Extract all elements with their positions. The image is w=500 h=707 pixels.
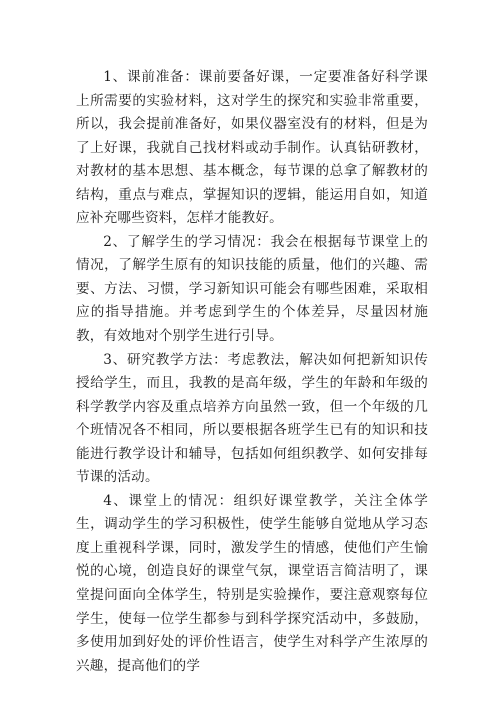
paragraph-classroom-situation: 4、课堂上的情况：组织好课堂教学，关注全体学生，调动学生的学习积极性，使学生能够自觉地从学习态度上重视科学课，同时，激发学生的情感，使他们产生愉悦的心境，创造良好的课堂气氛，课堂语言简洁明了，课堂提问面向全体学生，特别是实验操作，要注意观察每位学生，使每一位学生都参与到科学探究活动中，多鼓励，多使用加到好处的评价性语言，使学生对科学产生浓厚的兴趣，提高他们的学 (76, 492, 428, 674)
paragraph-student-learning: 2、了解学生的学习情况：我会在根据每节课堂上的情况，了解学生原有的知识技能的质量，他们的兴趣、需要、方法、习惯，学习新知识可能会有哪些困难，采取相应的指导措施。并考虑到学生的个体差异，尽量因材施教，有效地对个别学生进行引导。 (76, 233, 428, 345)
paragraph-teaching-methods: 3、研究教学方法：考虑教法，解决如何把新知识传授给学生，而且，我教的是高年级，学生的年龄和年级的科学教学内容及重点培养方向虽然一致，但一个年级的几个班情况各不相同，所以要根据各班学生已有的知识和技能进行教学设计和辅导，包括如何组织教学、如何安排每节课的活动。 (76, 351, 428, 486)
document-body (76, 66, 428, 678)
paragraph-lesson-preparation: 1、课前准备：课前要备好课，一定要准备好科学课上所需要的实验材料，这对学生的探究和实验非常重要，所以，我会提前准备好，如果仪器室没有的材料，但是为了上好课，我就自己找材料或动手制作。认真钻研教材，对教材的基本思想、基本概念，每节课的总拿了解教材的结构，重点与难点，掌握知识的逻辑，能运用自如，知道应补充哪些资料，怎样才能教好。 (76, 69, 428, 227)
